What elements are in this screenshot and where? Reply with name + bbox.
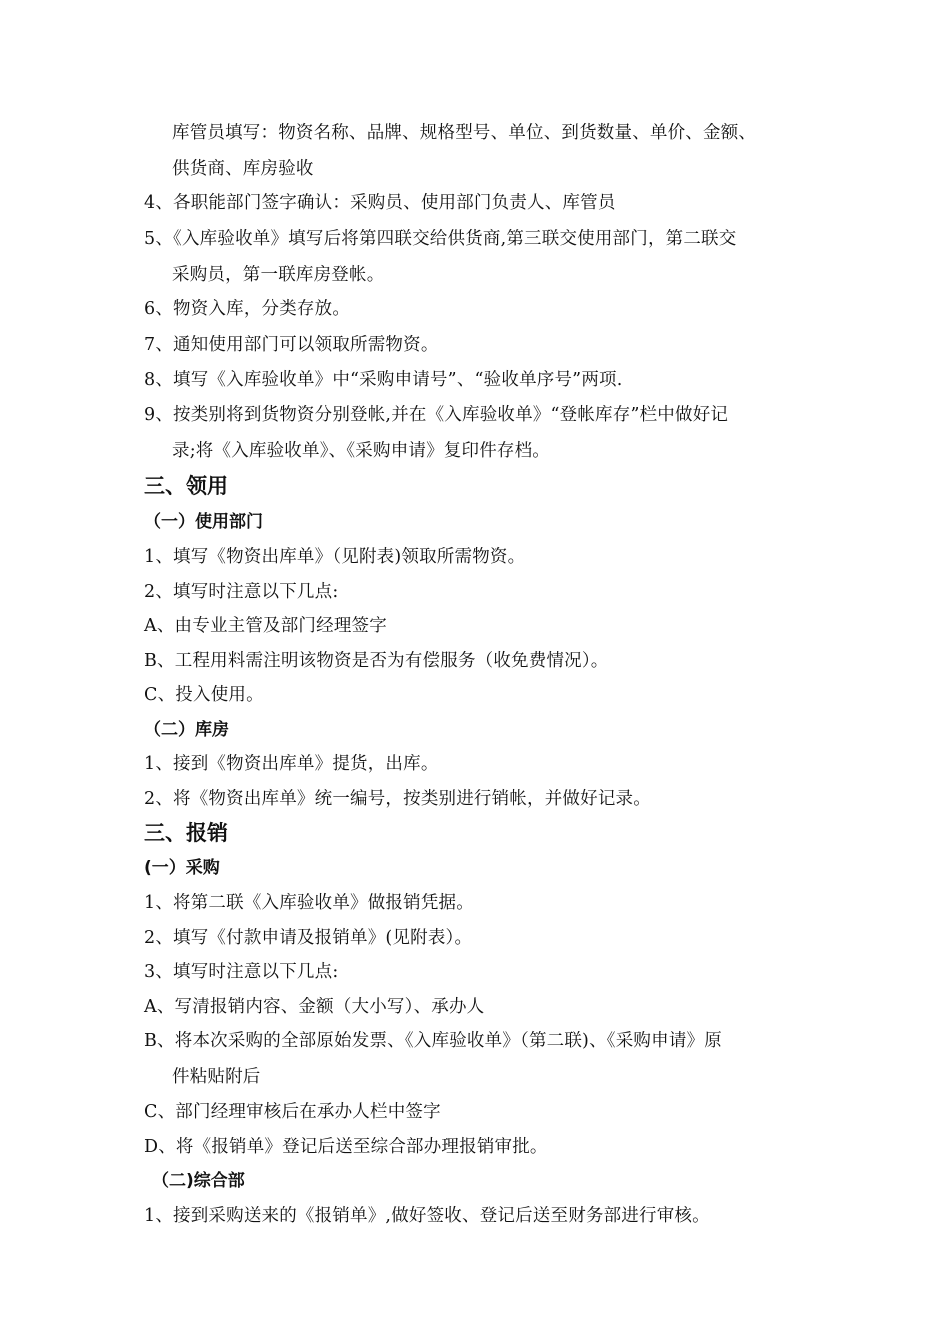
list-item-9-line-1: 9、按类别将到货物资分别登帐,并在《入库验收单》“登帐库存”栏中做好记 <box>144 405 729 425</box>
dept-item-2: 2、填写时注意以下几点: <box>144 582 339 602</box>
list-item-5-line-1: 5、《入库验收单》填写后将第四联交给供货商,第三联交使用部门，第二联交 <box>144 229 737 249</box>
purchase-item-b-line-1: B、将本次采购的全部原始发票、《入库验收单》（第二联)、《采购申请》原 <box>144 1031 722 1051</box>
section-heading-reimburse: 三、报销 <box>144 821 228 845</box>
purchase-item-b-line-2: 件粘贴附后 <box>172 1067 261 1087</box>
list-item-8: 8、填写《入库验收单》中“采购申请号”、“验收单序号”两项. <box>144 370 623 390</box>
purchase-item-c: C、部门经理审核后在承办人栏中签字 <box>144 1102 441 1122</box>
subsection-heading-warehouse: （二）库房 <box>144 720 229 740</box>
subsection-heading-general: （二)综合部 <box>152 1171 245 1191</box>
purchase-item-3: 3、填写时注意以下几点: <box>144 962 339 982</box>
dept-item-a: A、由专业主管及部门经理签字 <box>144 616 387 636</box>
list-item-9-line-2: 录;将《入库验收单》、《采购申请》复印件存档。 <box>172 441 550 461</box>
purchase-item-2: 2、填写《付款申请及报销单》(见附表）。 <box>144 928 473 948</box>
subsection-heading-dept: （一）使用部门 <box>144 512 263 532</box>
dept-item-1: 1、填写《物资出库单》（见附表)领取所需物资。 <box>144 547 526 567</box>
general-item-1: 1、接到采购送来的《报销单》,做好签收、登记后送至财务部进行审核。 <box>144 1206 710 1226</box>
warehouse-item-2: 2、将《物资出库单》统一编号，按类别进行销帐，并做好记录。 <box>144 789 651 809</box>
list-item-7: 7、通知使用部门可以领取所需物资。 <box>144 335 439 355</box>
intro-line-2: 供货商、库房验收 <box>172 159 314 179</box>
list-item-4: 4、各职能部门签字确认：采购员、使用部门负责人、库管员 <box>144 193 616 213</box>
purchase-item-a: A、写清报销内容、金额（大小写）、承办人 <box>144 997 485 1017</box>
warehouse-item-1: 1、接到《物资出库单》提货，出库。 <box>144 754 439 774</box>
purchase-item-d: D、将《报销单》登记后送至综合部办理报销审批。 <box>144 1137 548 1157</box>
section-heading-use: 三、领用 <box>144 474 228 498</box>
purchase-item-1: 1、将第二联《入库验收单》做报销凭据。 <box>144 893 474 913</box>
dept-item-c: C、投入使用。 <box>144 685 264 705</box>
dept-item-b: B、工程用料需注明该物资是否为有偿服务（收免费情况）。 <box>144 651 609 671</box>
subsection-heading-purchase: (一）采购 <box>144 858 220 878</box>
list-item-6: 6、物资入库，分类存放。 <box>144 299 351 319</box>
list-item-5-line-2: 采购员，第一联库房登帐。 <box>172 265 385 285</box>
intro-line-1: 库管员填写：物资名称、品牌、规格型号、单位、到货数量、单价、金额、 <box>172 123 757 143</box>
